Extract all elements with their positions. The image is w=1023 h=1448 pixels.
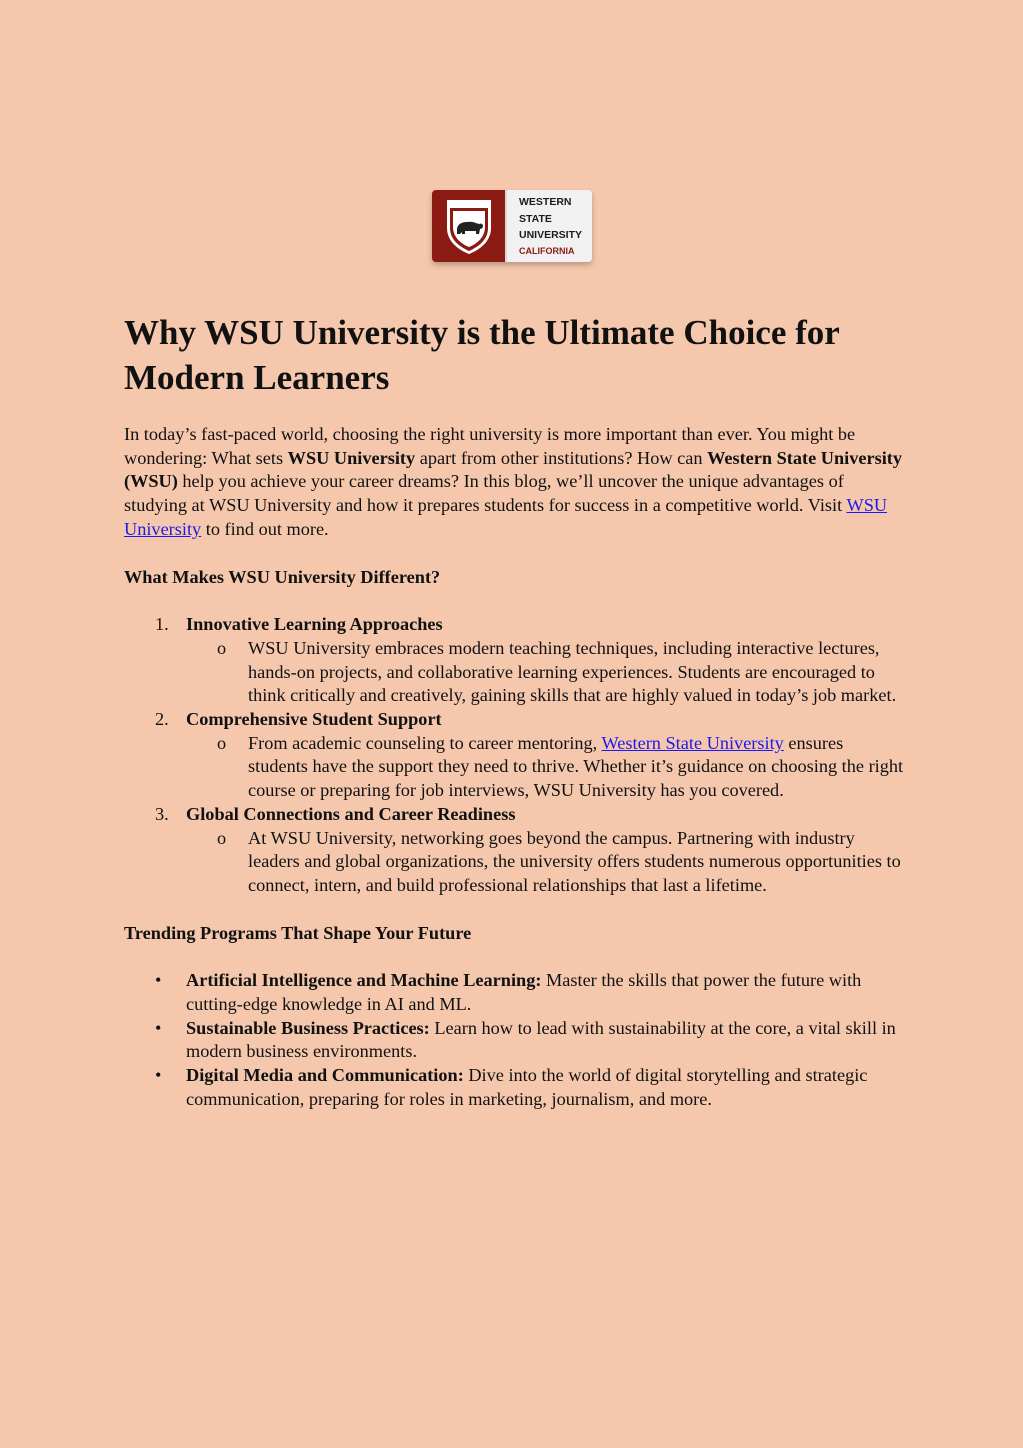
list-item (124, 969, 904, 1016)
program-name: Digital Media and Communication: (186, 1065, 464, 1086)
list-item-title: Global Connections and Career Readiness (186, 803, 516, 824)
list-item (124, 1017, 904, 1064)
sub-item-text: From academic counseling to career mentoring, (248, 732, 602, 753)
circle-bullet-icon: o (217, 637, 227, 658)
list-item-title: Innovative Learning Approaches (186, 614, 443, 635)
article (124, 310, 904, 1112)
list-item (124, 708, 904, 803)
logo-line-state: STATE (519, 212, 552, 225)
logo-line-western: WESTERN (519, 196, 572, 208)
sub-item-text: ensures students have the support they need to thrive. Whether it’s guidance on choosing the right course or preparing for job interviews, WSU University has you covered. (248, 732, 904, 801)
sub-item (186, 637, 904, 708)
program-description: Dive into the world of digital storytelling and strategic communication, preparing for roles in marketing, journalism, and more. (186, 1065, 868, 1109)
list-item (124, 1064, 904, 1111)
intro-bold-wsu: WSU University (287, 447, 416, 468)
intro-bold-western-state: Western State University (WSU) (124, 447, 903, 492)
program-description: Learn how to lead with sustainability at the core, a vital skill in modern business environments. (186, 1017, 896, 1062)
program-name: Sustainable Business Practices: (186, 1017, 430, 1038)
intro-text: help you achieve your career dreams? In this blog, we’ll uncover the unique advantages of studying at WSU University and how it prepares students for success in a competitive world. Visit (124, 471, 847, 516)
page-title: Why WSU University is the Ultimate Choice for Modern Learners (124, 313, 840, 397)
sub-item-text: WSU University embraces modern teaching techniques, including interactive lectures, hands-on projects, and collaborative learning experiences. Students are encouraged to think critically and creatively, gaining skills that are highly valued in today’s job market. (248, 637, 897, 706)
list-item (124, 613, 904, 708)
bullet-icon: • (155, 1065, 162, 1086)
list-item (124, 803, 904, 898)
circle-bullet-icon: o (217, 827, 227, 848)
western-state-university-link[interactable]: Western State University (601, 732, 784, 753)
list-item-title: Comprehensive Student Support (186, 709, 442, 730)
intro-text: In today’s fast-paced world, choosing the right university is more important than ever. You might be wondering: What sets (124, 424, 856, 468)
wsu-university-link[interactable]: WSU University (124, 495, 888, 539)
bullet-icon: • (155, 970, 162, 991)
logo-line-california: CALIFORNIA (519, 245, 575, 256)
programs-list (124, 969, 904, 1111)
logo-shield (432, 190, 505, 262)
list-number: 2. (155, 709, 169, 730)
sub-item (186, 827, 904, 898)
intro-text: to find out more. (201, 518, 329, 539)
bear-shield-icon (443, 196, 495, 256)
program-description: Master the skills that power the future with cutting-edge knowledge in AI and ML. (186, 970, 862, 1015)
list-number: 1. (155, 614, 169, 635)
section-heading-programs: Trending Programs That Shape Your Future (124, 922, 472, 943)
circle-bullet-icon: o (217, 732, 227, 753)
intro-paragraph (124, 423, 904, 542)
svg-text:WSU: WSU (461, 202, 476, 208)
list-number: 3. (155, 803, 169, 824)
sub-item-text: At WSU University, networking goes beyond the campus. Partnering with industry leaders and global organizations, the university offers students numerous opportunities to connect, intern, and build professional relationships that last a lifetime. (248, 827, 901, 895)
logo-line-university: UNIVERSITY (519, 229, 583, 241)
differences-list (124, 613, 904, 897)
bullet-icon: • (155, 1017, 162, 1038)
section-heading-different: What Makes WSU University Different? (124, 566, 441, 587)
sub-item (186, 732, 904, 803)
university-logo (432, 190, 592, 262)
logo-wordmark (505, 190, 592, 262)
intro-text: apart from other institutions? How can (415, 447, 708, 468)
program-name: Artificial Intelligence and Machine Learning: (186, 970, 542, 991)
